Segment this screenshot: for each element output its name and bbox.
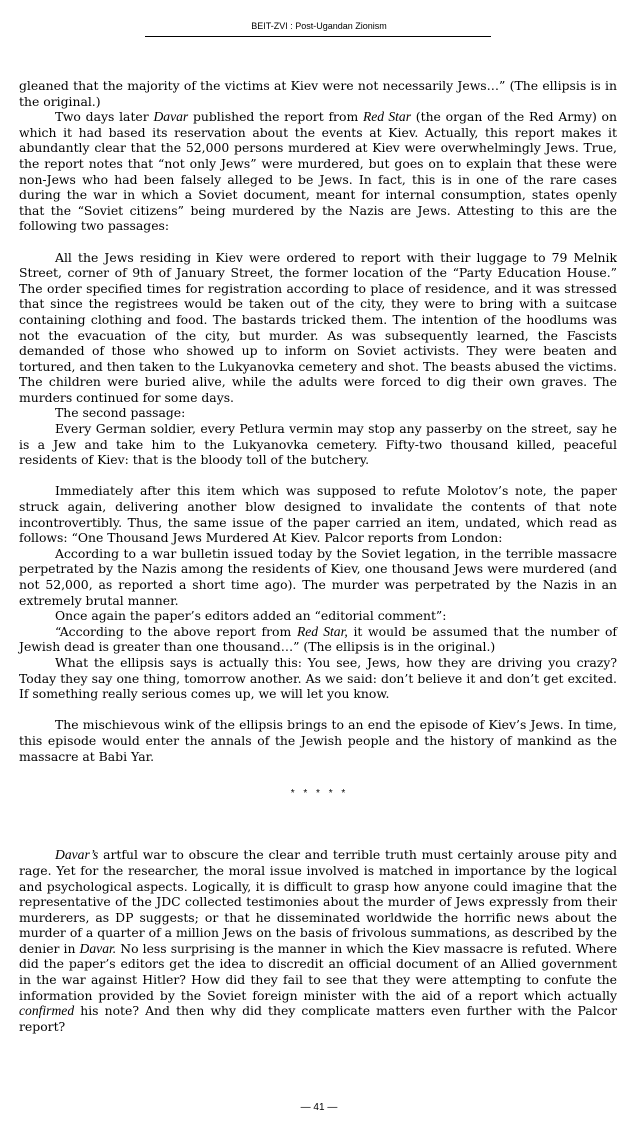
header-rule: [145, 36, 491, 37]
text-run: artful war to obscure the clear and terrible truth must certainly arouse pity and rage. Yet for the researcher, the moral issue involved is matched in importance by the logical and psychological aspects. Logically, it is difficult to grasp how anyone could imagine that the representative of the JDC collected testimonies about the murder of Jews expressly from their murderers, as DP suggests; or that he disseminated worldwide the horrific news about the murder of a quarter of a million Jews on the basis of frivolous summations, as described by the denier in: [19, 847, 617, 956]
text-run: it would be assumed that the number of Jewish dead is greater than one thousand…” (The ellipsis is in the original.): [19, 623, 617, 655]
italic-text: Davar: [153, 109, 189, 125]
paragraph-gap: [19, 702, 617, 718]
paragraph-2: [19, 109, 617, 234]
paragraph-ellipsis-meaning: What the ellipsis says is actually this: You see, Jews, how they are driving you crazy? Today they say one thing, tomorrow another. As we said: don’t believe it and don’t get excited. If something really serious comes up, we will let you know.: [19, 654, 617, 702]
quoted-passage-2: Every German soldier, every Petlura vermin may stop any passerby on the street, say he is a Jew and take him to the Lukyanovka cemetery. Fifty-two thousand killed, peaceful residents of Kiev: that is the bloody toll of the butchery.: [19, 421, 617, 468]
section-separator: * * * * *: [290, 787, 346, 799]
paragraph-gap: [19, 234, 617, 250]
page-number: — 41 —: [300, 1102, 338, 1113]
paragraph-second-passage: The second passage:: [55, 405, 186, 421]
text-run: No less surprising is the manner in which the Kiev massacre is refuted. Where did the paper’s editors get the idea to discredit an official document of an Allied government in the war against Hitler? How did they fail to see that they were attempting to confute the information provided by the Soviet foreign minister with the aid of a report which actually: [19, 940, 617, 1003]
quoted-bulletin: According to a war bulletin issued today by the Soviet legation, in the terrible massacre perpetrated by the Nazis among the residents of Kiev, one thousand Jews were murdered (and not 52,000, as reported a short time ago). The murder was perpetrated by the Nazis in an extremely brutal manner.: [19, 545, 617, 608]
text-run: Two days later: [55, 109, 154, 125]
italic-text: Red Star,: [296, 623, 348, 639]
paragraph-davar-artful-war: [19, 847, 617, 1034]
italic-text: confirmed: [19, 1003, 75, 1019]
paragraph-gap: [19, 764, 617, 780]
quoted-comment: [19, 624, 617, 655]
paragraph-babi-yar: The mischievous wink of the ellipsis brings to an end the episode of Kiev’s Jews. In time, this episode would enter the annals of the Jewish people and the history of mankind as the massacre at Babi Yar.: [19, 717, 617, 764]
body-text: [19, 78, 617, 1034]
text-run: “According to the above report from: [55, 623, 297, 639]
paragraph-gap: [19, 468, 617, 484]
text-run: published the report from: [188, 109, 363, 125]
section-gap: [19, 801, 617, 847]
italic-text: Davar.: [79, 940, 117, 956]
text-run: his note? And then why did they complicate matters even further with the Palcor report?: [19, 1003, 617, 1034]
paragraph-1: gleaned that the majority of the victims at Kiev were not necessarily Jews…” (The ellipsis is in the original.): [19, 78, 617, 109]
paragraph-editorial-comment: Once again the paper’s editors added an “editorial comment”:: [55, 608, 447, 624]
italic-text: Davar’s: [55, 847, 99, 863]
quoted-passage-1: All the Jews residing in Kiev were ordered to report with their luggage to 79 Melnik Street, corner of 9th of January Street, the former location of the “Party Education House.” The order specified times for registration according to place of residence, and it was stressed that since the registrees would be taken out of the city, they were to bring with a suitcase containing clothing and food. The bastards tricked them. The intention of the hoodlums was not the evacuation of the city, but murder. As was subsequently learned, the Fascists demanded of those who showed up to inform on Soviet activists. They were beaten and tortured, and then taken to the Lukyanovka cemetery and shot. The beasts abused the victims. The children were buried alive, while the adults were forced to dig their own graves. The murders continued for some days.: [19, 249, 617, 405]
paragraph-immediately: Immediately after this item which was supposed to refute Molotov’s note, the paper struck again, delivering another blow designed to invalidate the contents of that note incontrovertibly. Thus, the same issue of the paper carried an item, undated, which read as follows: “One Thousand Jews Murdered At Kiev. Palcor reports from London:: [19, 483, 617, 546]
italic-text: Red Star: [362, 109, 411, 125]
text-run: (the organ of the Red Army) on which it had based its reservation about the events at Kiev. Actually, this report makes it abundantly clear that the 52,000 persons murdered at Kiev were overwhelmingly Jews. True, the report notes that “not only Jews” were murdered, but goes on to explain that these were non-Jews who had been falsely alleged to be Jews. In fact, this is in one of the rare cases during the war in which a Soviet document, meant for internal consumption, states openly that the “Soviet citizens” being murdered by the Nazis are Jews. Attesting to this are the following two passages:: [19, 109, 617, 234]
running-header: BEIT-ZVI : Post-Ugandan Zionism: [251, 21, 387, 31]
